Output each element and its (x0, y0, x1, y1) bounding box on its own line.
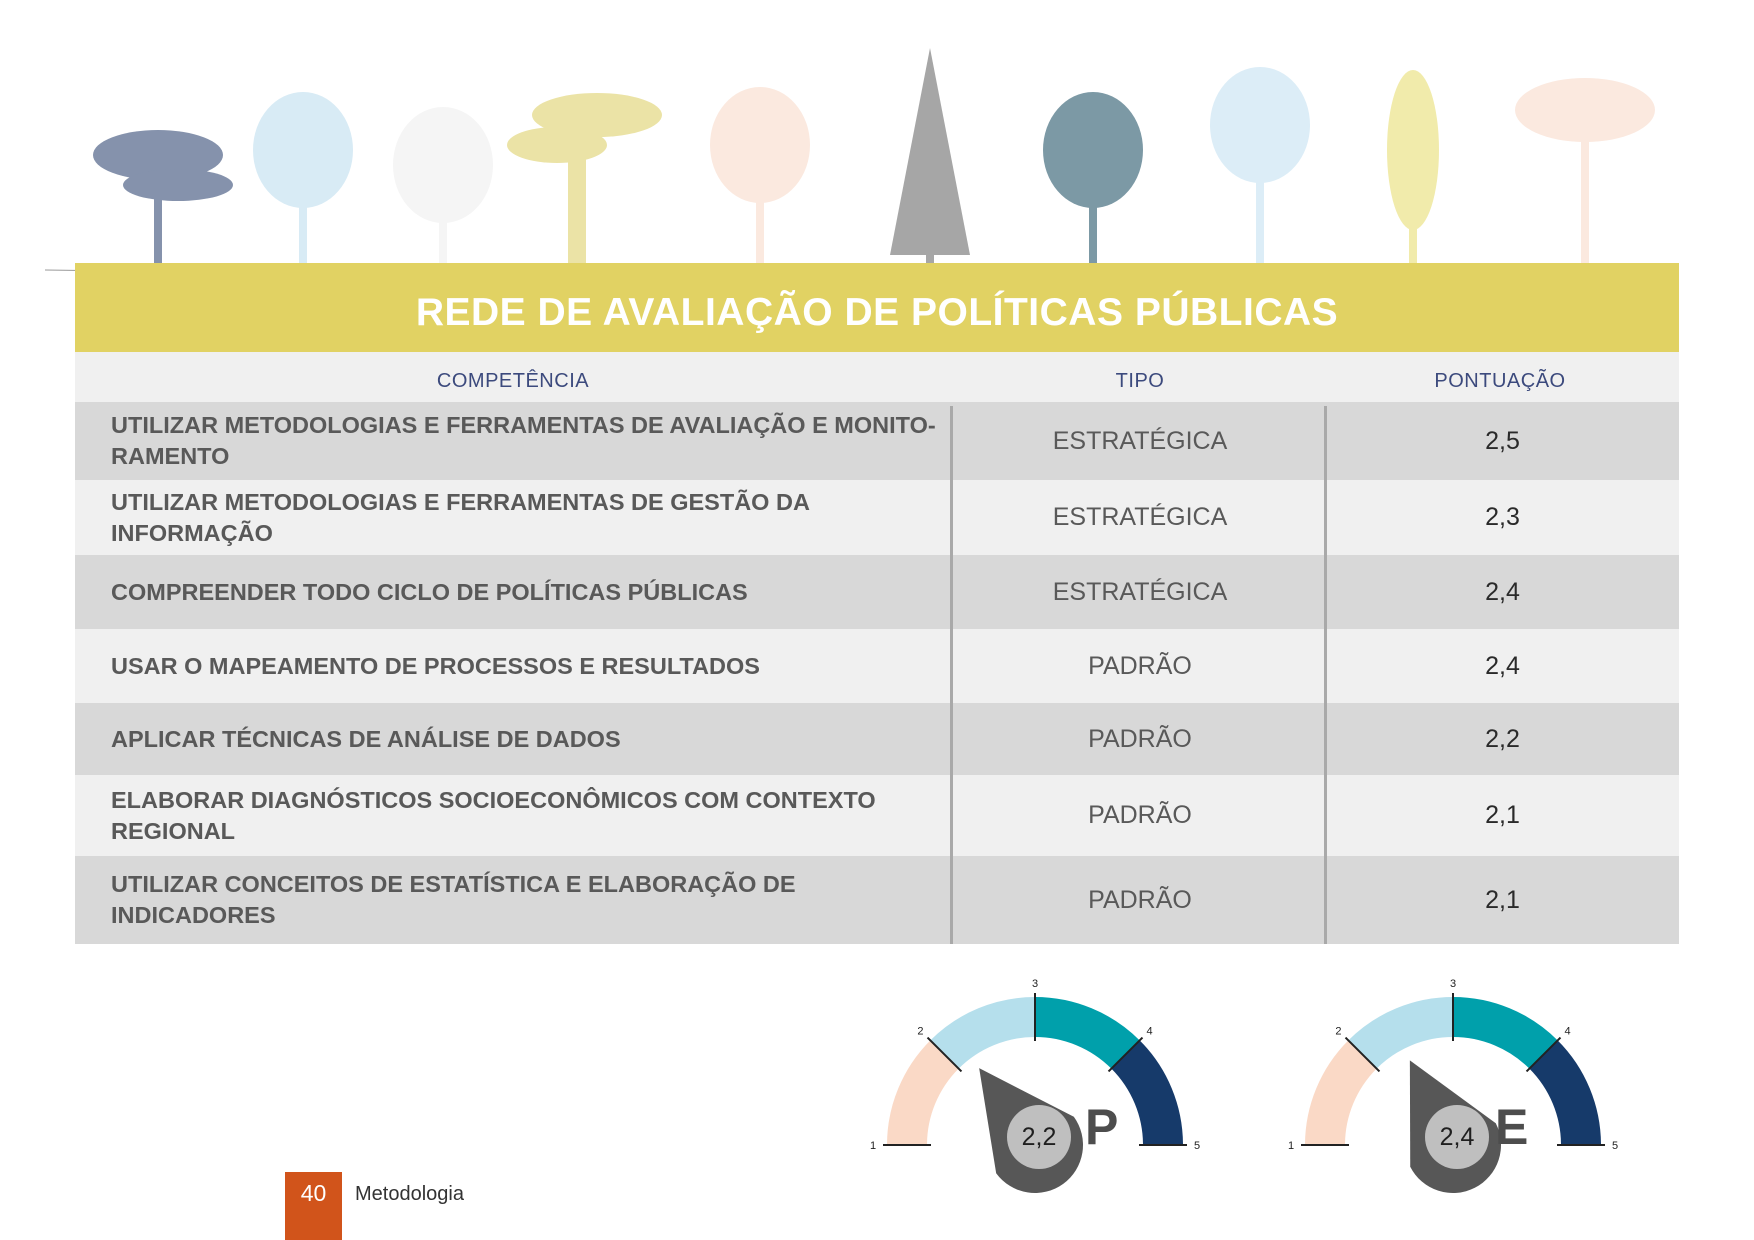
gauge-tick-label: 2 (917, 1025, 924, 1038)
competencia-cell: USAR O MAPEAMENTO DE PROCESSOS E RESULTADOS (111, 652, 760, 679)
page-number: 40 (285, 1172, 342, 1240)
tree-icon (93, 130, 233, 270)
competencia-cell: UTILIZAR METODOLOGIAS E FERRAMENTAS DE AVALIAÇÃO E MONITO-RAMENTO (111, 412, 936, 469)
tipo-cell: PADRÃO (1088, 801, 1192, 829)
table-row (75, 856, 1679, 944)
tree-icon (1043, 92, 1143, 270)
table-row (75, 555, 1679, 629)
pontuacao-cell: 2,3 (1485, 503, 1520, 531)
competencia-cell: APLICAR TÉCNICAS DE ANÁLISE DE DADOS (111, 725, 621, 752)
gauge-e (1283, 978, 1623, 1190)
section-label: Metodologia (355, 1183, 464, 1205)
pontuacao-cell: 2,4 (1485, 651, 1520, 680)
table-row (75, 402, 1679, 480)
tipo-cell: ESTRATÉGICA (1052, 426, 1228, 455)
competencia-cell: ELABORAR DIAGNÓSTICOS SOCIOECONÔMICOS COM CONTEXTO REGIONAL (111, 786, 876, 844)
gauge-tick-label: 4 (1146, 1025, 1153, 1038)
gauge-tick-label: 4 (1564, 1025, 1571, 1038)
tree-icon (393, 107, 493, 270)
table-row (75, 629, 1679, 703)
pontuacao-cell: 2,2 (1485, 724, 1520, 753)
column-header-pontuacao: PONTUAÇÃO (1434, 370, 1566, 392)
tipo-cell: PADRÃO (1088, 885, 1192, 914)
table-title: REDE DE AVALIAÇÃO DE POLÍTICAS PÚBLICAS (415, 290, 1339, 334)
competency-table (75, 263, 1679, 944)
gauge-tick-label: 5 (1611, 1140, 1619, 1152)
competencia-cell: UTILIZAR METODOLOGIAS E FERRAMENTAS DE GESTÃO DA INFORMAÇÃO (111, 488, 810, 546)
table-header-bar (75, 263, 1679, 352)
gauge-tick-label: 1 (869, 1140, 877, 1152)
tree-icon (890, 48, 970, 270)
gauge-tick-label: 1 (1287, 1140, 1295, 1152)
tree-icon (1210, 67, 1310, 270)
column-header-competencia: COMPETÊNCIA (436, 370, 590, 392)
pontuacao-cell: 2,5 (1485, 426, 1520, 455)
column-header-tipo: TIPO (1115, 370, 1165, 392)
pontuacao-cell: 2,1 (1485, 801, 1520, 829)
table-row (75, 775, 1679, 856)
tree-icon (253, 92, 353, 270)
column-headers (75, 352, 1679, 402)
tipo-cell: ESTRATÉGICA (1052, 577, 1228, 606)
tipo-cell: ESTRATÉGICA (1052, 503, 1228, 531)
competencia-cell: UTILIZAR CONCEITOS DE ESTATÍSTICA E ELABORAÇÃO DE INDICADORES (111, 871, 796, 928)
column-divider (1324, 406, 1327, 944)
tree-icon (710, 87, 810, 270)
tipo-cell: PADRÃO (1088, 724, 1192, 753)
tree-icon (507, 93, 662, 270)
competencia-cell: COMPREENDER TODO CICLO DE POLÍTICAS PÚBLICAS (111, 578, 748, 605)
table-row (75, 480, 1679, 555)
gauge-tick-label: 3 (1031, 978, 1039, 990)
gauge-value: 2,2 (1007, 1105, 1071, 1169)
pontuacao-cell: 2,1 (1485, 885, 1520, 914)
gauge-tick-label: 5 (1193, 1140, 1201, 1152)
gauge-value: 2,4 (1425, 1105, 1489, 1169)
tree-silhouettes (0, 0, 1754, 270)
column-divider (950, 406, 953, 944)
tree-icon (1515, 78, 1655, 270)
pontuacao-cell: 2,4 (1485, 577, 1520, 606)
table-row (75, 703, 1679, 775)
tipo-cell: PADRÃO (1088, 651, 1192, 680)
gauge-label: E (1495, 1099, 1529, 1155)
tree-icon (1387, 70, 1439, 270)
gauge-tick-label: 2 (1335, 1025, 1342, 1038)
gauge-tick-label: 3 (1449, 978, 1457, 990)
gauge-label: P (1085, 1099, 1119, 1155)
gauge-p (865, 978, 1205, 1190)
